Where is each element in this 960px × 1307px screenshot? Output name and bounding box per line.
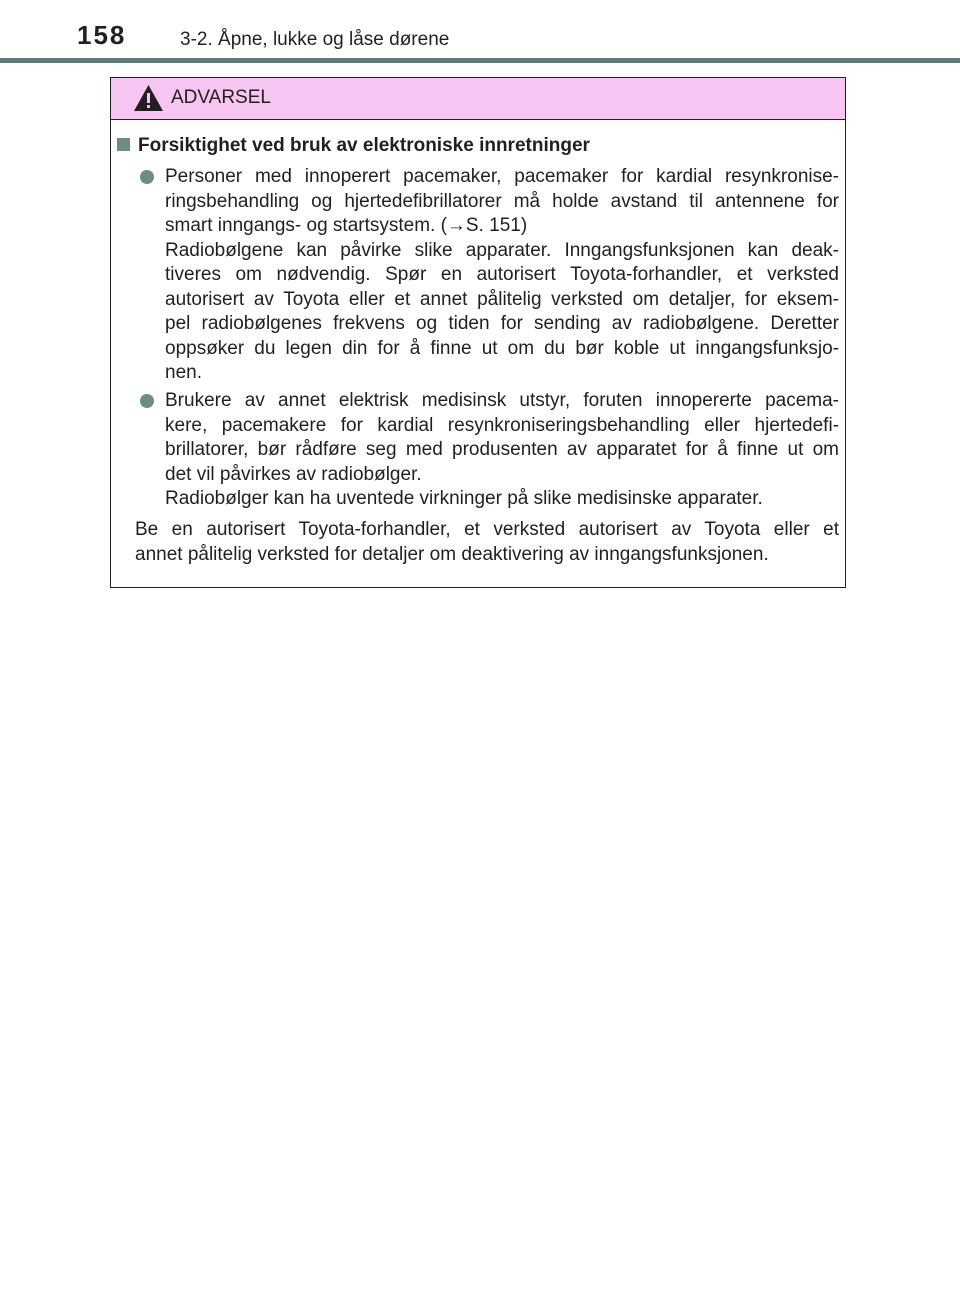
section-title: 3-2. Åpne, lukke og låse dørene: [180, 29, 450, 50]
text-line: tiveres om nødvendig. Spør en autorisert Toyota-forhandler, et verksted: [165, 264, 839, 285]
text-line: pel radiobølgenes frekvens og tiden for sending av radiobølgene. Deretter: [165, 313, 839, 334]
text-line: Be en autorisert Toyota-forhandler, et verksted autorisert av Toyota eller et: [135, 519, 839, 540]
header-rule: [0, 58, 960, 63]
text-line: annet pålitelig verksted for detaljer om deaktivering av inngangsfunksjonen.: [135, 543, 769, 565]
text-line: smart inngangs- og startsystem. (→S. 151): [165, 215, 528, 236]
square-bullet-icon: [117, 138, 130, 151]
bullet-text: [165, 389, 839, 512]
round-bullet-icon: [140, 394, 154, 408]
text-line: Radiobølgene kan påvirke slike apparater. Inngangsfunksjonen kan deak-: [165, 239, 839, 261]
page-header: [0, 0, 960, 64]
warning-triangle-icon: [133, 84, 164, 112]
text-line: ringsbehandling og hjertedefibrillatorer må holde avstand til antennene for: [165, 190, 839, 212]
bullet-text: [165, 165, 839, 386]
text-line: brillatorer, bør rådføre seg med produsenten av apparatet for å finne ut om: [165, 439, 839, 460]
text-line: kere, pacemakere for kardial resynkroniseringsbehandling eller hjertedefi-: [165, 414, 839, 436]
warning-box: [110, 77, 846, 588]
page-number: 158: [77, 20, 127, 50]
text-line: Personer med innoperert pacemaker, pacemaker for kardial resynkronise-: [165, 166, 839, 187]
text-line: Radiobølger kan ha uventede virkninger på slike medisinske apparater.: [165, 488, 763, 509]
subheading-text: Forsiktighet ved bruk av elektroniske innretninger: [138, 135, 590, 156]
bullet-item-medical-equipment: [137, 389, 839, 512]
text-line: Brukere av annet elektrisk medisinsk utstyr, foruten innopererte pacema-: [165, 390, 839, 411]
bullet-item-pacemaker: [137, 165, 839, 386]
subheading: [117, 135, 590, 157]
text-line: det vil påvirkes av radiobølger.: [165, 463, 422, 485]
round-bullet-icon: [140, 170, 154, 184]
text-line: autorisert av Toyota eller et annet pålitelig verksted om detaljer, for eksem-: [165, 288, 839, 310]
text-line: nen.: [165, 362, 202, 383]
text-line: oppsøker du legen din for å finne ut om du bør koble ut inngangsfunksjo-: [165, 337, 839, 359]
warning-note: [135, 518, 839, 567]
warning-header: [111, 78, 845, 120]
warning-label: ADVARSEL: [171, 87, 271, 108]
